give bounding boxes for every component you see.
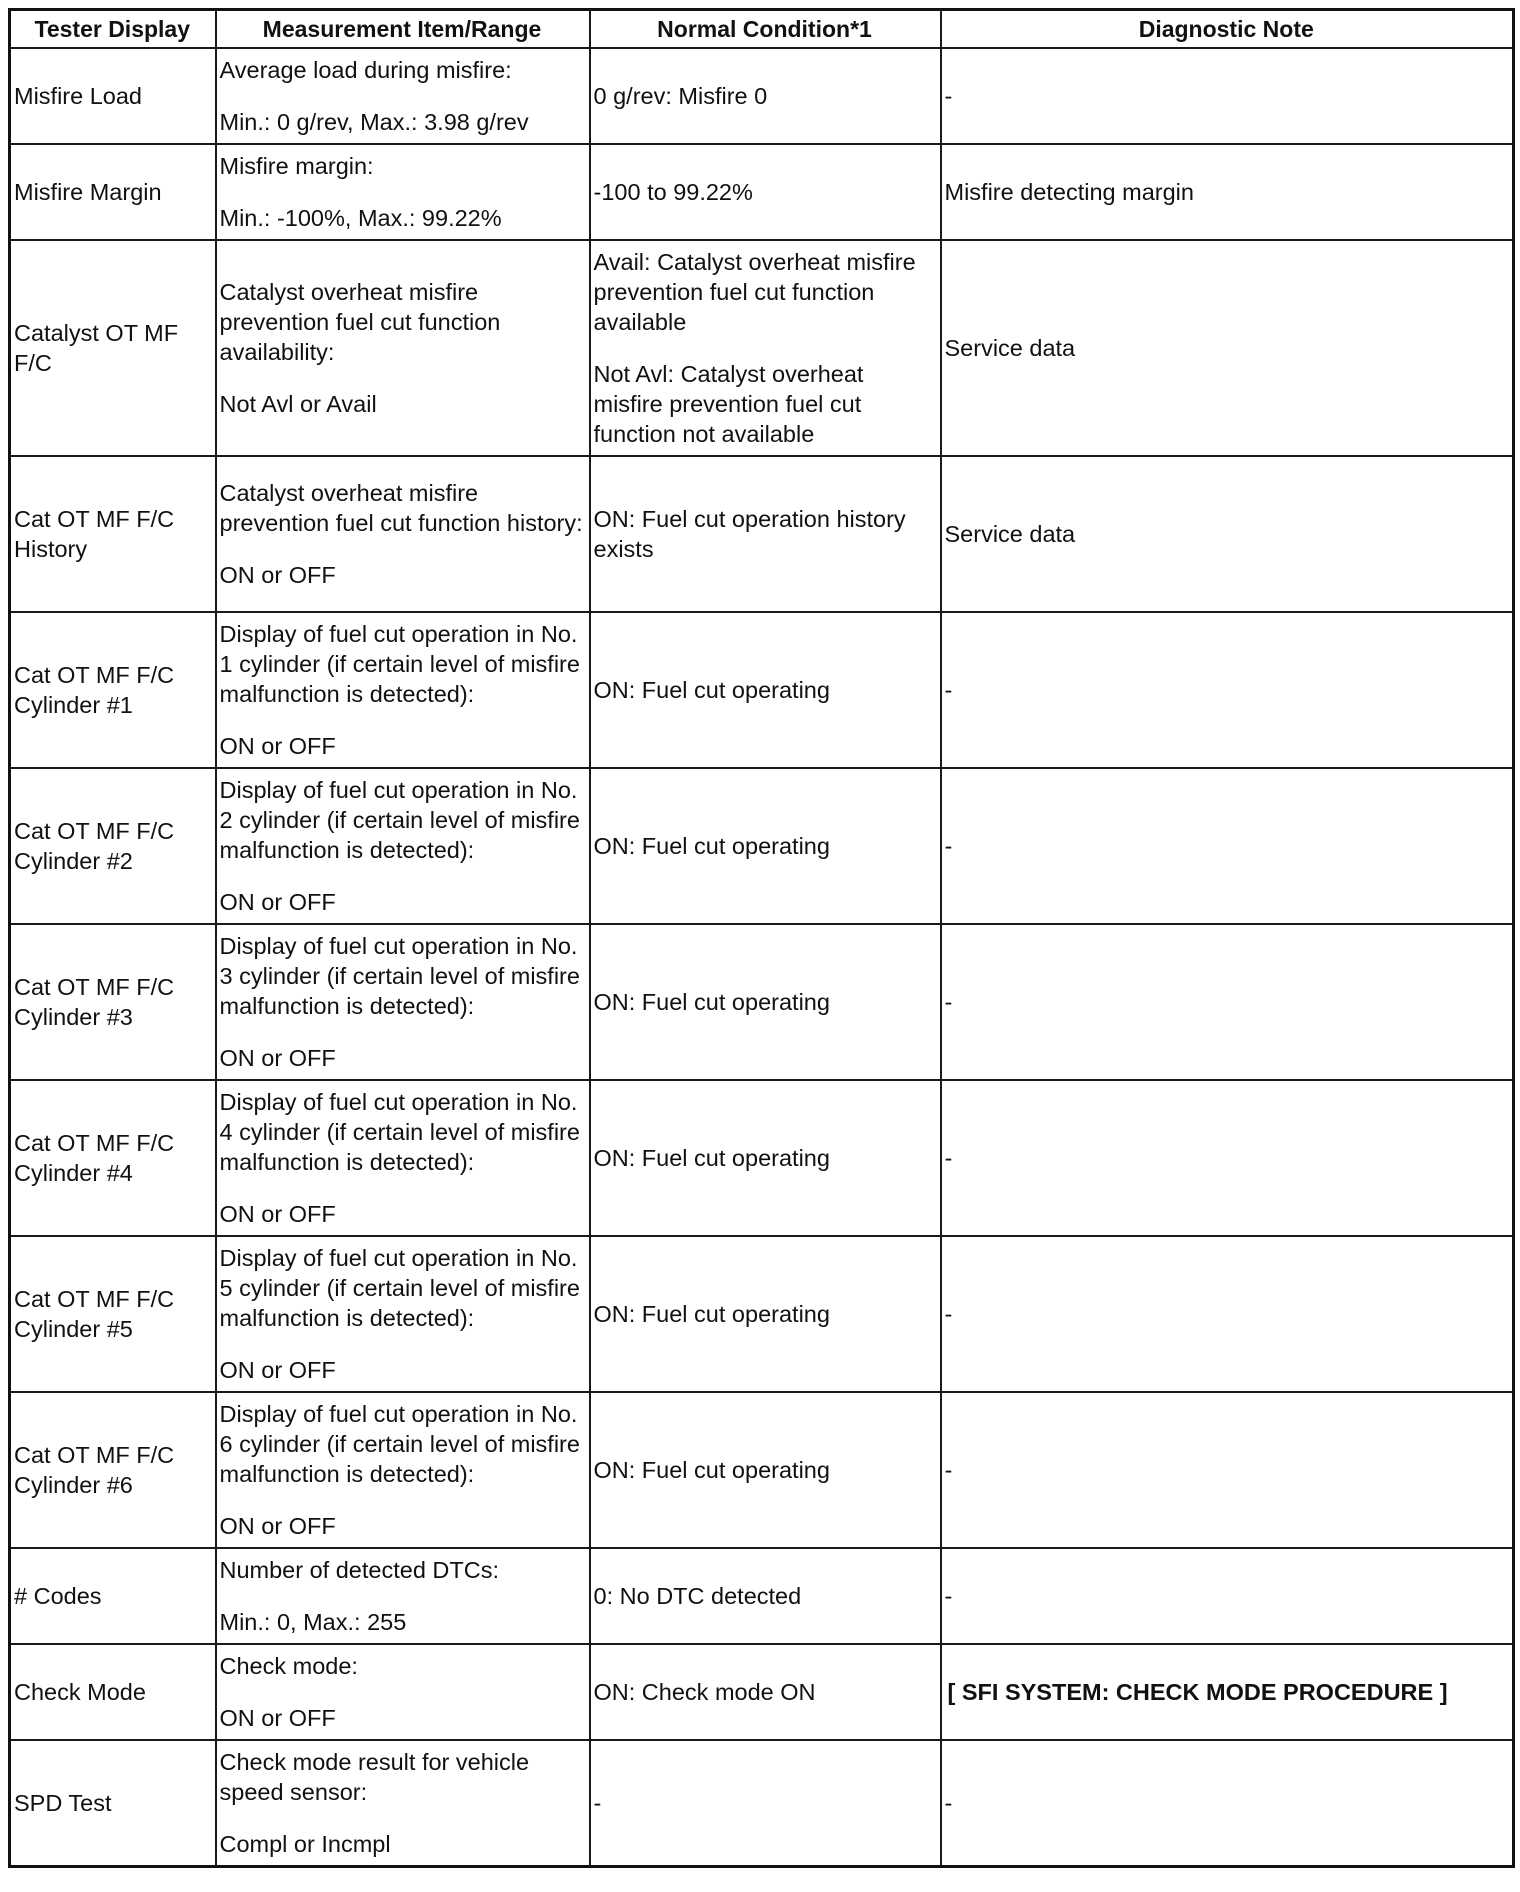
measurement-description: Check mode result for vehicle speed sensor:: [219, 1749, 530, 1805]
table-row: [10, 240, 1514, 456]
measurement-range: Min.: 0, Max.: 255: [219, 1609, 407, 1635]
measurement-cell: [216, 612, 590, 768]
diagnostic-note-cell: Service data: [941, 456, 1514, 612]
diagnostic-note-cell: -: [941, 1548, 1514, 1644]
normal-condition-text: Not Avl: Catalyst overheat misfire prevention fuel cut function not available: [593, 361, 864, 447]
measurement-range: Min.: 0 g/rev, Max.: 3.98 g/rev: [219, 109, 529, 135]
diagnostic-note-cell: -: [941, 1740, 1514, 1867]
measurement-range: ON or OFF: [219, 733, 336, 759]
check-mode-procedure-link[interactable]: [ SFI SYSTEM: CHECK MODE PROCEDURE ]: [941, 1644, 1514, 1740]
table-row: [10, 1740, 1514, 1867]
table-row: [10, 1080, 1514, 1236]
measurement-range: Compl or Incmpl: [219, 1831, 391, 1857]
tester-display-cell: # Codes: [10, 1548, 216, 1644]
table-row: [10, 1548, 1514, 1644]
measurement-description: Average load during misfire:: [219, 57, 512, 83]
header-row: [10, 10, 1514, 49]
tester-display-cell: Cat OT MF F/C Cylinder #6: [10, 1392, 216, 1548]
measurement-range: ON or OFF: [219, 1513, 336, 1539]
header-tester-display: Tester Display: [10, 10, 216, 49]
normal-condition-cell: [590, 1740, 941, 1867]
normal-condition-cell: [590, 1392, 941, 1548]
measurement-cell: [216, 144, 590, 240]
diagnostic-note-cell: -: [941, 48, 1514, 144]
measurement-description: Display of fuel cut operation in No. 3 cylinder (if certain level of misfire malfunction is detected):: [219, 933, 580, 1019]
normal-condition-text: 0 g/rev: Misfire 0: [593, 83, 768, 109]
measurement-description: Catalyst overheat misfire prevention fuel cut function history:: [219, 480, 583, 536]
diagnostic-note-cell: -: [941, 1080, 1514, 1236]
normal-condition-cell: [590, 144, 941, 240]
table-row: [10, 612, 1514, 768]
measurement-range: ON or OFF: [219, 1705, 336, 1731]
data-list-table-sheet: [8, 8, 1512, 1868]
measurement-cell: [216, 1740, 590, 1867]
diagnostic-note-cell: Misfire detecting margin: [941, 144, 1514, 240]
normal-condition-cell: [590, 456, 941, 612]
measurement-cell: [216, 768, 590, 924]
measurement-cell: [216, 1080, 590, 1236]
diagnostic-note-cell: -: [941, 1236, 1514, 1392]
normal-condition-cell: [590, 1644, 941, 1740]
measurement-cell: [216, 240, 590, 456]
normal-condition-text: -100 to 99.22%: [593, 179, 753, 205]
tester-display-cell: Misfire Load: [10, 48, 216, 144]
table-row: [10, 456, 1514, 612]
normal-condition-text: ON: Fuel cut operating: [593, 1457, 830, 1483]
measurement-description: Display of fuel cut operation in No. 1 cylinder (if certain level of misfire malfunction is detected):: [219, 621, 580, 707]
table-row: [10, 144, 1514, 240]
header-diagnostic-note: Diagnostic Note: [941, 10, 1514, 49]
diagnostic-note-cell: Service data: [941, 240, 1514, 456]
normal-condition-text: -: [593, 1790, 602, 1816]
normal-condition-cell: [590, 924, 941, 1080]
tester-display-cell: SPD Test: [10, 1740, 216, 1867]
tester-display-cell: Cat OT MF F/C Cylinder #3: [10, 924, 216, 1080]
diagnostic-note-cell: -: [941, 1392, 1514, 1548]
table-row: [10, 1392, 1514, 1548]
tester-display-cell: Cat OT MF F/C History: [10, 456, 216, 612]
measurement-range: ON or OFF: [219, 1201, 336, 1227]
diagnostic-note-cell: -: [941, 924, 1514, 1080]
normal-condition-cell: [590, 1080, 941, 1236]
measurement-cell: [216, 924, 590, 1080]
measurement-description: Display of fuel cut operation in No. 5 cylinder (if certain level of misfire malfunction is detected):: [219, 1245, 580, 1331]
header-normal-condition: Normal Condition*1: [590, 10, 941, 49]
normal-condition-cell: [590, 1548, 941, 1644]
normal-condition-cell: [590, 240, 941, 456]
measurement-description: Number of detected DTCs:: [219, 1557, 499, 1583]
table-row: [10, 1644, 1514, 1740]
normal-condition-text: ON: Fuel cut operating: [593, 1301, 830, 1327]
tester-display-cell: Cat OT MF F/C Cylinder #1: [10, 612, 216, 768]
measurement-description: Display of fuel cut operation in No. 6 cylinder (if certain level of misfire malfunction is detected):: [219, 1401, 580, 1487]
diagnostic-note-cell: -: [941, 612, 1514, 768]
measurement-description: Misfire margin:: [219, 153, 374, 179]
normal-condition-cell: [590, 1236, 941, 1392]
tester-display-cell: Cat OT MF F/C Cylinder #4: [10, 1080, 216, 1236]
measurement-description: Catalyst overheat misfire prevention fuel cut function availability:: [219, 279, 501, 365]
normal-condition-text: ON: Fuel cut operating: [593, 833, 830, 859]
measurement-range: Min.: -100%, Max.: 99.22%: [219, 205, 502, 231]
header-measurement-item: Measurement Item/Range: [216, 10, 590, 49]
measurement-range: ON or OFF: [219, 562, 336, 588]
measurement-description: Display of fuel cut operation in No. 2 cylinder (if certain level of misfire malfunction is detected):: [219, 777, 580, 863]
table-row: [10, 924, 1514, 1080]
data-list-table: [8, 8, 1515, 1868]
measurement-cell: [216, 1644, 590, 1740]
table-row: [10, 1236, 1514, 1392]
measurement-range: ON or OFF: [219, 889, 336, 915]
measurement-description: Display of fuel cut operation in No. 4 cylinder (if certain level of misfire malfunction is detected):: [219, 1089, 580, 1175]
normal-condition-cell: [590, 768, 941, 924]
normal-condition-text: ON: Fuel cut operating: [593, 989, 830, 1015]
measurement-description: Check mode:: [219, 1653, 358, 1679]
normal-condition-cell: [590, 48, 941, 144]
normal-condition-text: ON: Fuel cut operating: [593, 1145, 830, 1171]
tester-display-cell: Check Mode: [10, 1644, 216, 1740]
measurement-range: ON or OFF: [219, 1357, 336, 1383]
table-row: [10, 768, 1514, 924]
normal-condition-text: ON: Fuel cut operation history exists: [593, 506, 906, 562]
normal-condition-text: ON: Check mode ON: [593, 1679, 816, 1705]
measurement-cell: [216, 1236, 590, 1392]
tester-display-cell: Catalyst OT MF F/C: [10, 240, 216, 456]
normal-condition-text: 0: No DTC detected: [593, 1583, 802, 1609]
normal-condition-cell: [590, 612, 941, 768]
normal-condition-text: ON: Fuel cut operating: [593, 677, 830, 703]
tester-display-cell: Misfire Margin: [10, 144, 216, 240]
table-row: [10, 48, 1514, 144]
normal-condition-text: Avail: Catalyst overheat misfire prevention fuel cut function available: [593, 249, 916, 335]
measurement-cell: [216, 1392, 590, 1548]
measurement-range: Not Avl or Avail: [219, 391, 377, 417]
measurement-cell: [216, 1548, 590, 1644]
measurement-cell: [216, 48, 590, 144]
tester-display-cell: Cat OT MF F/C Cylinder #5: [10, 1236, 216, 1392]
diagnostic-note-cell: -: [941, 768, 1514, 924]
measurement-cell: [216, 456, 590, 612]
tester-display-cell: Cat OT MF F/C Cylinder #2: [10, 768, 216, 924]
measurement-range: ON or OFF: [219, 1045, 336, 1071]
